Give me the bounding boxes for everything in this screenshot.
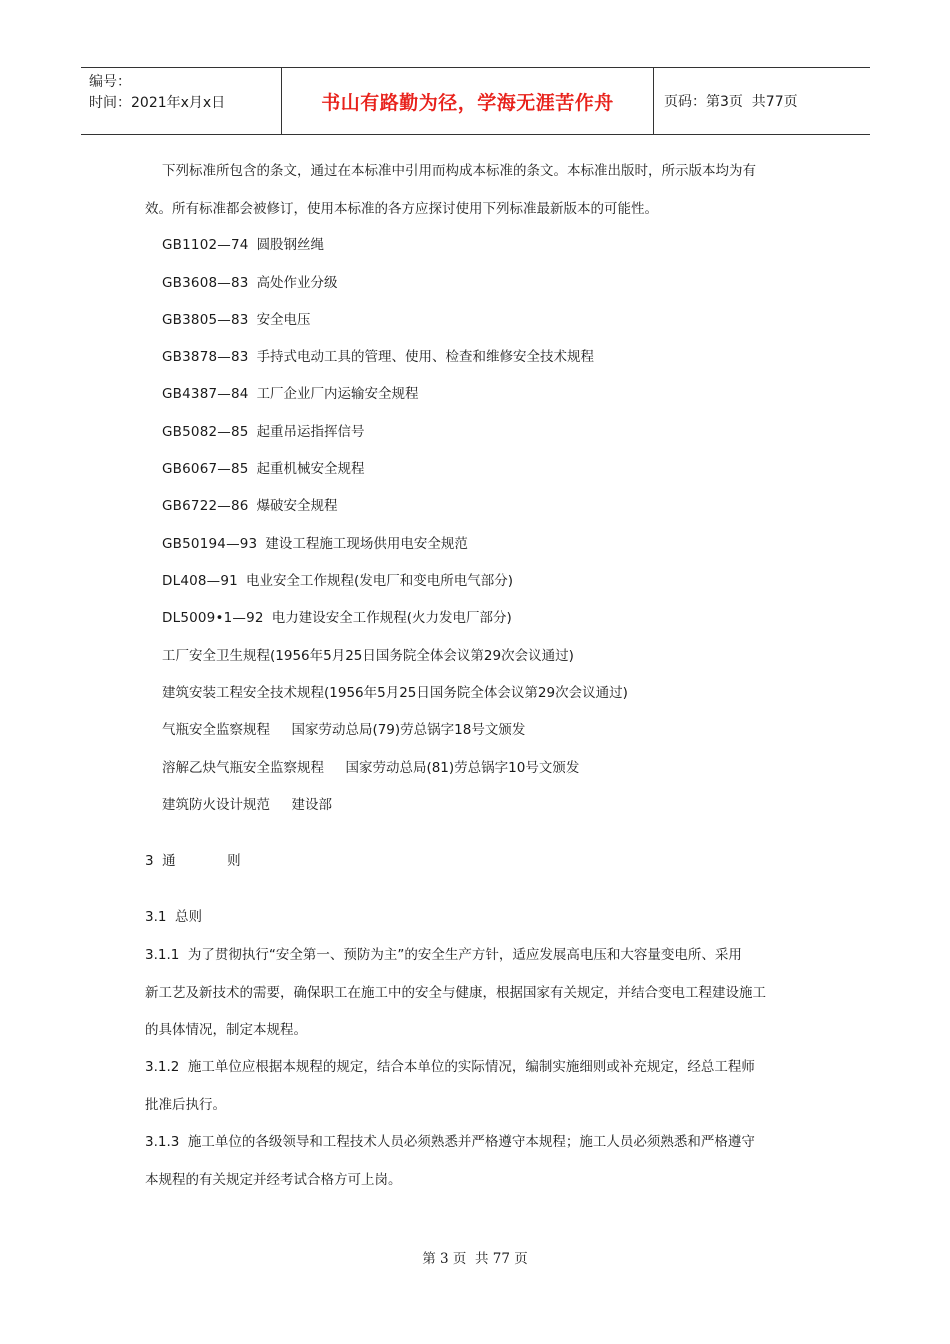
reference-item: GB4387—84 工厂企业厂内运输安全规程 <box>162 386 419 402</box>
reference-item: DL408—91 电业安全工作规程(发电厂和变电所电气部分) <box>162 573 514 589</box>
reference-item: GB1102—74 圆股钢丝绳 <box>162 237 325 253</box>
header-info <box>81 68 281 134</box>
section-heading: 3 通 则 <box>145 853 241 869</box>
paragraph-line: 本规程的有关规定并经考试合格方可上岗。 <box>145 1172 402 1188</box>
paragraph-line: 3.1.3 施工单位的各级领导和工程技术人员必须熟悉并严格遵守本规程；施工人员必须熟悉和严格遵守 <box>145 1134 755 1150</box>
document-time: 时间：2021年x月x日 <box>89 95 226 111</box>
reference-item: GB3805—83 安全电压 <box>162 312 311 328</box>
reference-item: GB50194—93 建设工程施工现场供用电安全规范 <box>162 536 468 552</box>
paragraph-line: 新工艺及新技术的需要，确保职工在施工中的安全与健康，根据国家有关规定，并结合变电工程建设施工 <box>145 985 766 1001</box>
regulation-item: 工厂安全卫生规程(1956年5月25日国务院全体会议第29次会议通过) <box>162 648 574 664</box>
reference-item: DL5009•1—92 电力建设安全工作规程(火力发电厂部分) <box>162 610 512 626</box>
reference-item: GB6067—85 起重机械安全规程 <box>162 461 365 477</box>
paragraph-line: 批准后执行。 <box>145 1097 226 1113</box>
paragraph-line: 3.1.2 施工单位应根据本规程的规定，结合本单位的实际情况，编制实施细则或补充规定，经总工程师 <box>145 1059 755 1075</box>
reference-item: GB3878—83 手持式电动工具的管理、使用、检查和维修安全技术规程 <box>162 349 595 365</box>
header-page-info: 页码：第3页 共77页 <box>664 94 798 110</box>
header-motto: 书山有路勤为径，学海无涯苦作舟 <box>281 68 654 134</box>
page-header <box>81 67 870 135</box>
reference-item: GB3608—83 高处作业分级 <box>162 275 338 291</box>
subsection-heading: 3.1 总则 <box>145 909 203 925</box>
reference-item: GB5082—85 起重吊运指挥信号 <box>162 424 365 440</box>
reference-item: GB6722—86 爆破安全规程 <box>162 498 338 514</box>
regulation-item: 气瓶安全监察规程 国家劳动总局(79)劳总锅字18号文颁发 <box>162 722 526 738</box>
page-footer: 第 3 页 共 77 页 <box>422 1251 528 1267</box>
intro-line-1: 下列标准所包含的条文，通过在本标准中引用而构成本标准的条文。本标准出版时，所示版本均为有 <box>162 163 756 179</box>
regulation-item: 建筑安装工程安全技术规程(1956年5月25日国务院全体会议第29次会议通过) <box>162 685 628 701</box>
paragraph-line: 的具体情况，制定本规程。 <box>145 1022 307 1038</box>
document-number-label: 编号： <box>89 74 131 90</box>
intro-line-2: 效。所有标准都会被修订，使用本标准的各方应探讨使用下列标准最新版本的可能性。 <box>145 201 658 217</box>
regulation-item: 建筑防火设计规范 建设部 <box>162 797 332 813</box>
regulation-item: 溶解乙炔气瓶安全监察规程 国家劳动总局(81)劳总锅字10号文颁发 <box>162 760 580 776</box>
paragraph-line: 3.1.1 为了贯彻执行“安全第一、预防为主”的安全生产方针，适应发展高电压和大容量变电所、采用 <box>145 947 742 963</box>
